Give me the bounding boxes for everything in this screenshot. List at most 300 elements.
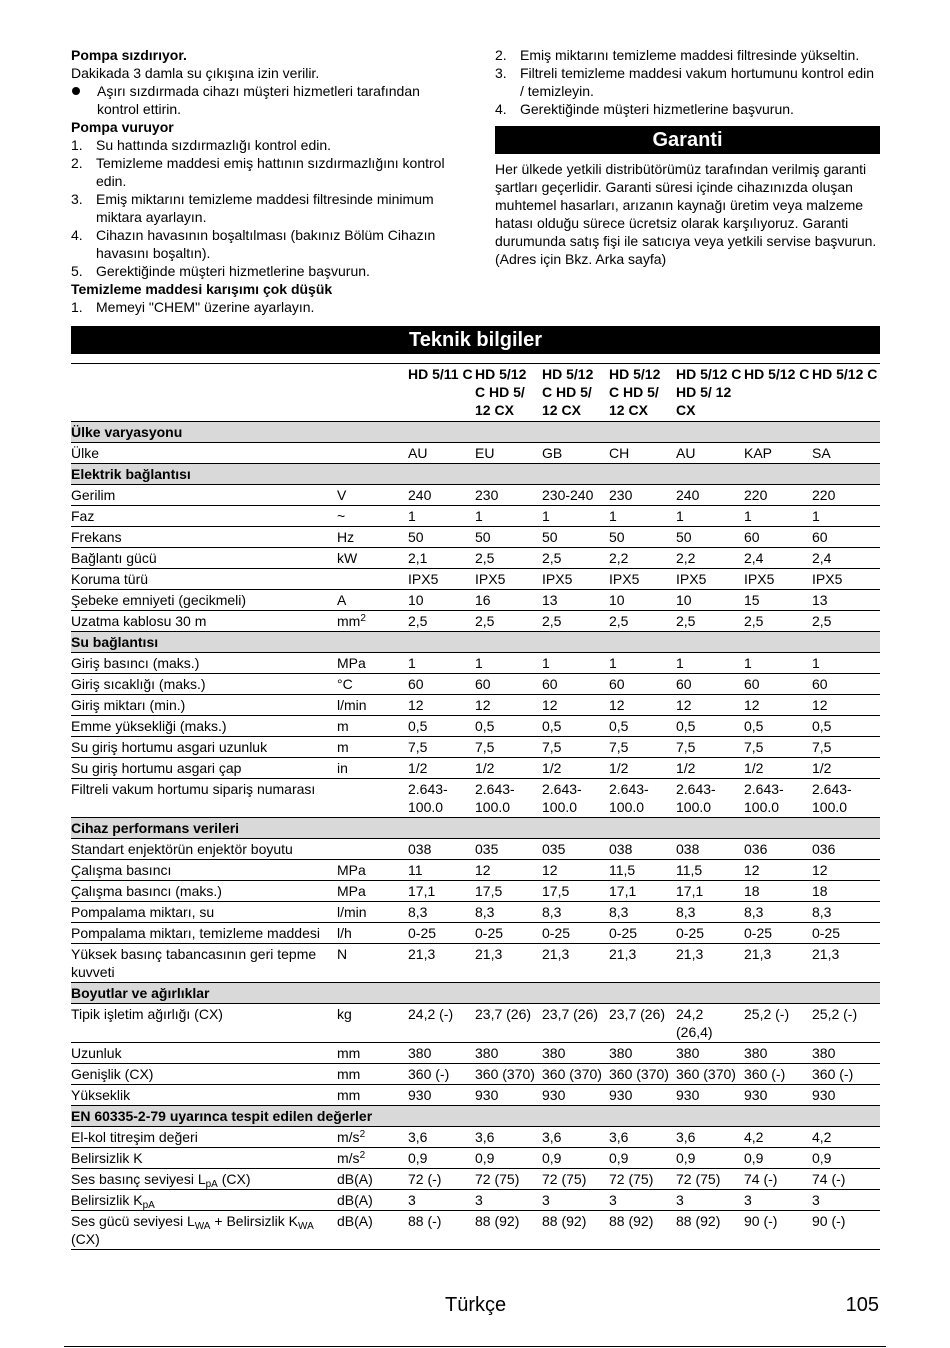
row-value: 13: [542, 590, 609, 611]
row-unit: [337, 590, 408, 611]
row-value: 2.643-100.0: [676, 779, 744, 818]
list-item-text: Cihazın havasının boşaltılması (bakınız Bölüm Cihazın havasını boşaltın).: [96, 227, 436, 261]
row-label: [71, 944, 337, 983]
row-value: 0-25: [542, 923, 609, 944]
row-value: 0,9: [676, 1148, 744, 1169]
row-value: 1: [542, 506, 609, 527]
row-value: 038: [609, 839, 676, 860]
row-value: 2,5: [542, 611, 609, 632]
row-unit-text: in: [337, 760, 348, 776]
table-row: [71, 548, 880, 569]
row-unit-text: dB(A): [337, 1213, 373, 1229]
row-label: [71, 1064, 337, 1085]
row-value: 17,5: [542, 881, 609, 902]
row-label: [71, 737, 337, 758]
row-value: 230-240: [542, 485, 609, 506]
row-value: 11: [408, 860, 475, 881]
list-item-text: Gerektiğinde müşteri hizmetlerine başvurun.: [520, 101, 794, 117]
row-unit: [337, 902, 408, 923]
heading-pump-knocking: Pompa vuruyor: [71, 119, 174, 135]
table-row: [71, 590, 880, 611]
row-value: 0,5: [676, 716, 744, 737]
table-row: [71, 902, 880, 923]
list-item-number: 2.: [495, 47, 507, 63]
row-unit: [337, 1190, 408, 1211]
list-item-text: Filtreli temizleme maddesi vakum hortumunu kontrol edin / temizleyin.: [520, 65, 875, 99]
row-value: 8,3: [676, 902, 744, 923]
row-unit: [337, 1043, 408, 1064]
row-value: IPX5: [676, 569, 744, 590]
row-value: IPX5: [609, 569, 676, 590]
table-row: [71, 758, 880, 779]
table-row: [71, 611, 880, 632]
list-item-text: Gerektiğinde müşteri hizmetlerine başvurun.: [96, 263, 370, 279]
row-label-subscript: WA: [194, 1221, 211, 1232]
row-value: 2,5: [408, 611, 475, 632]
row-unit-text: °C: [337, 676, 353, 692]
row-value: 360 (-): [812, 1064, 880, 1085]
row-value: 380: [609, 1043, 676, 1064]
row-value: 7,5: [744, 737, 812, 758]
list-item-number: 1.: [71, 137, 83, 153]
row-value: 0,9: [475, 1148, 542, 1169]
row-value: 2,5: [676, 611, 744, 632]
row-value: 50: [475, 527, 542, 548]
list-item: [71, 262, 461, 280]
row-value: 2,4: [812, 548, 880, 569]
row-value: 3: [744, 1190, 812, 1211]
row-unit: [337, 506, 408, 527]
row-label-text: Su giriş hortumu asgari çap: [71, 760, 242, 776]
list-item-text: Temizleme maddesi emiş hattının sızdırmazlığını kontrol edin.: [96, 155, 445, 189]
text-drops: Dakikada 3 damla su çıkışına izin verilir.: [71, 65, 320, 81]
list-item-number: 4.: [495, 101, 507, 117]
row-value: 8,3: [542, 902, 609, 923]
model-header: HD 5/12 C HD 5/ 12 CX: [676, 364, 744, 422]
row-unit-text: l/min: [337, 697, 367, 713]
row-value: 21,3: [408, 944, 475, 983]
row-unit-text: Hz: [337, 529, 355, 545]
row-value: 90 (-): [812, 1211, 880, 1250]
row-value: 1: [408, 506, 475, 527]
row-value: 380: [812, 1043, 880, 1064]
row-value: 0-25: [609, 923, 676, 944]
row-value: 0-25: [408, 923, 475, 944]
row-value: 10: [676, 590, 744, 611]
group-title: EN 60335-2-79 uyarınca tespit edilen değerler: [71, 1106, 880, 1127]
row-value: 88 (92): [676, 1211, 744, 1250]
row-value: 21,3: [609, 944, 676, 983]
row-label: [71, 611, 337, 632]
row-value: 12: [812, 860, 880, 881]
row-value: 12: [475, 860, 542, 881]
row-unit: [337, 1064, 408, 1085]
header-empty: [71, 364, 337, 422]
row-label: [71, 1190, 337, 1211]
row-value: 2.643-100.0: [408, 779, 475, 818]
row-value: AU: [676, 443, 744, 464]
row-value: 1: [609, 653, 676, 674]
row-value: 930: [676, 1085, 744, 1106]
group-row: [71, 1106, 880, 1127]
row-unit-text: MPa: [337, 655, 366, 671]
row-value: KAP: [744, 443, 812, 464]
list-item-text: Su hattında sızdırmazlığı kontrol edin.: [96, 137, 332, 153]
row-value: 1: [408, 653, 475, 674]
list-item-number: 2.: [71, 155, 83, 171]
row-unit-text: mm: [337, 1066, 361, 1082]
row-unit: [337, 860, 408, 881]
row-unit: [337, 443, 408, 464]
row-value: 3: [475, 1190, 542, 1211]
row-value: 230: [475, 485, 542, 506]
row-value: 930: [408, 1085, 475, 1106]
row-unit-superscript: 2: [360, 613, 366, 624]
row-value: 230: [609, 485, 676, 506]
row-unit-text: kg: [337, 1006, 352, 1022]
row-value: 360 (370): [609, 1064, 676, 1085]
row-value: 2,4: [744, 548, 812, 569]
table-row: [71, 1064, 880, 1085]
row-value: 72 (75): [609, 1169, 676, 1190]
row-label: [71, 716, 337, 737]
table-row: [71, 1148, 880, 1169]
row-unit-text: ~: [337, 508, 346, 524]
row-unit: [337, 653, 408, 674]
row-label-text: Giriş miktarı (min.): [71, 697, 186, 713]
table-row: [71, 1190, 880, 1211]
row-label: [71, 758, 337, 779]
row-value: 74 (-): [812, 1169, 880, 1190]
row-value: 930: [609, 1085, 676, 1106]
section-title-technical-data: Teknik bilgiler: [71, 326, 880, 354]
row-label: [71, 902, 337, 923]
row-value: 1: [542, 653, 609, 674]
row-unit-text: m: [337, 739, 349, 755]
list-item: [495, 46, 880, 64]
row-label-suffix: (CX): [71, 1231, 100, 1247]
row-value: 0-25: [676, 923, 744, 944]
row-label: [71, 1085, 337, 1106]
row-unit-text: MPa: [337, 862, 366, 878]
row-unit: [337, 839, 408, 860]
table-row: [71, 1169, 880, 1190]
row-unit: [337, 527, 408, 548]
bullet-text: Aşırı sızdırmada cihazı müşteri hizmetleri tarafından kontrol ettirin.: [97, 83, 420, 117]
row-label: [71, 1148, 337, 1169]
row-value: 12: [609, 695, 676, 716]
row-value: 380: [542, 1043, 609, 1064]
row-value: 3,6: [676, 1127, 744, 1148]
row-label-text: Pompalama miktarı, su: [71, 904, 215, 920]
row-unit: [337, 695, 408, 716]
row-value: 21,3: [676, 944, 744, 983]
row-value: 74 (-): [744, 1169, 812, 1190]
row-value: 88 (92): [609, 1211, 676, 1250]
row-value: 17,1: [676, 881, 744, 902]
row-label-text: Genişlik (CX): [71, 1066, 154, 1082]
group-title: Cihaz performans verileri: [71, 818, 880, 839]
table-row: [71, 695, 880, 716]
row-value: 2,2: [676, 548, 744, 569]
row-unit-text: l/min: [337, 904, 367, 920]
row-unit-text: N: [337, 946, 348, 962]
row-value: 72 (75): [676, 1169, 744, 1190]
row-value: 930: [542, 1085, 609, 1106]
row-value: 12: [812, 695, 880, 716]
row-value: 2,2: [609, 548, 676, 569]
row-value: 21,3: [475, 944, 542, 983]
row-unit: [337, 1127, 408, 1148]
row-value: 2.643-100.0: [542, 779, 609, 818]
row-unit-superscript: 2: [359, 1150, 366, 1161]
row-value: 2,5: [812, 611, 880, 632]
row-unit-text: dB(A): [337, 1192, 373, 1208]
row-value: 8,3: [609, 902, 676, 923]
row-value: IPX5: [542, 569, 609, 590]
row-value: 50: [408, 527, 475, 548]
row-label: [71, 1211, 337, 1250]
row-unit: [337, 1004, 408, 1043]
row-label-text: Tipik işletim ağırlığı (CX): [71, 1006, 223, 1022]
row-value: 4,2: [744, 1127, 812, 1148]
row-value: 1: [744, 653, 812, 674]
row-unit: [337, 548, 408, 569]
row-value: 24,2 (26,4): [676, 1004, 744, 1043]
row-value: 0,5: [744, 716, 812, 737]
row-value: 23,7 (26): [542, 1004, 609, 1043]
table-header-row: [71, 364, 880, 422]
row-value: 1/2: [812, 758, 880, 779]
row-value: 1: [609, 506, 676, 527]
row-value: 035: [475, 839, 542, 860]
row-value: 360 (370): [676, 1064, 744, 1085]
row-label-text: Ülke: [71, 445, 100, 461]
list-item-number: 4.: [71, 227, 83, 243]
list-detergent-continued: [495, 46, 880, 118]
row-value: 25,2 (-): [744, 1004, 812, 1043]
row-value: 16: [475, 590, 542, 611]
row-label-text: Çalışma basıncı (maks.): [71, 883, 222, 899]
row-value: 220: [744, 485, 812, 506]
row-value: 1: [475, 506, 542, 527]
group-row: [71, 422, 880, 443]
row-unit-superscript: 2: [359, 1129, 366, 1140]
row-label: [71, 923, 337, 944]
list-item-number: 5.: [71, 263, 83, 279]
row-value: 380: [475, 1043, 542, 1064]
row-label-text: Filtreli vakum hortumu sipariş numarası: [71, 781, 316, 797]
row-label: [71, 1127, 337, 1148]
row-value: 21,3: [542, 944, 609, 983]
row-value: 3: [609, 1190, 676, 1211]
table-row: [71, 1043, 880, 1064]
row-value: 1/2: [609, 758, 676, 779]
row-label-text: Giriş sıcaklığı (maks.): [71, 676, 206, 692]
row-value: 0,5: [542, 716, 609, 737]
footer-divider: [64, 1346, 886, 1347]
group-row: [71, 983, 880, 1004]
list-item: [71, 298, 461, 316]
row-unit: [337, 923, 408, 944]
row-value: 8,3: [812, 902, 880, 923]
row-label-text: Belirsizlik K: [71, 1192, 143, 1208]
row-unit-text: m/s: [337, 1129, 360, 1145]
row-label-text: Ses gücü seviyesi L: [71, 1213, 195, 1229]
row-value: 12: [408, 695, 475, 716]
row-label-text: Şebeke emniyeti (gecikmeli): [71, 592, 247, 608]
row-unit: [337, 737, 408, 758]
row-unit: [337, 1211, 408, 1250]
list-item-number: 3.: [495, 65, 507, 81]
row-unit: [337, 611, 408, 632]
row-value: 8,3: [475, 902, 542, 923]
group-row: [71, 818, 880, 839]
list-item: [495, 100, 880, 118]
row-value: 2.643-100.0: [744, 779, 812, 818]
table-row: [71, 485, 880, 506]
list-item: [71, 190, 461, 226]
row-value: 12: [676, 695, 744, 716]
group-row: [71, 464, 880, 485]
row-value: 360 (-): [408, 1064, 475, 1085]
row-value: 036: [744, 839, 812, 860]
row-value: 72 (75): [542, 1169, 609, 1190]
row-value: 72 (75): [475, 1169, 542, 1190]
list-item-text: Emiş miktarını temizleme maddesi filtresinde minimum miktara ayarlayın.: [96, 191, 434, 225]
row-label-subscript: WA: [298, 1221, 314, 1232]
table-row: [71, 737, 880, 758]
row-value: 036: [812, 839, 880, 860]
row-value: IPX5: [408, 569, 475, 590]
section-title-warranty: Garanti: [495, 126, 880, 154]
row-value: 0,5: [408, 716, 475, 737]
row-unit-text: dB(A): [337, 1171, 373, 1187]
left-column: [71, 46, 461, 316]
row-value: 7,5: [408, 737, 475, 758]
row-value: 360 (-): [744, 1064, 812, 1085]
row-unit-text: m: [337, 718, 349, 734]
row-value: 0-25: [812, 923, 880, 944]
list-item: [71, 154, 461, 190]
row-value: GB: [542, 443, 609, 464]
row-value: 11,5: [676, 860, 744, 881]
row-value: 4,2: [812, 1127, 880, 1148]
row-value: 21,3: [812, 944, 880, 983]
row-unit: [337, 716, 408, 737]
row-value: 60: [676, 674, 744, 695]
row-value: 7,5: [812, 737, 880, 758]
row-label: [71, 527, 337, 548]
row-label-text: Belirsizlik K: [71, 1150, 143, 1166]
page-number: 105: [845, 1294, 879, 1316]
row-value: 240: [676, 485, 744, 506]
row-label-text: Çalışma basıncı: [71, 862, 172, 878]
row-value: 220: [812, 485, 880, 506]
row-label: [71, 695, 337, 716]
table-row: [71, 506, 880, 527]
row-label: [71, 1169, 337, 1190]
model-header: HD 5/12 C HD 5/ 12 CX: [542, 364, 609, 422]
table-row: [71, 527, 880, 548]
row-value: 930: [475, 1085, 542, 1106]
row-value: 72 (-): [408, 1169, 475, 1190]
row-label-text: El-kol titreşim değeri: [71, 1129, 198, 1145]
row-value: 0,9: [542, 1148, 609, 1169]
row-value: 8,3: [408, 902, 475, 923]
table-row: [71, 569, 880, 590]
row-label-text: Ses basınç seviyesi L: [71, 1171, 206, 1187]
table-row: [71, 716, 880, 737]
row-value: 035: [542, 839, 609, 860]
list-item: [71, 136, 461, 154]
row-value: 13: [812, 590, 880, 611]
model-header: HD 5/12 C: [744, 364, 812, 422]
list-pump-knocking: [71, 136, 461, 280]
row-unit-text: m/s: [337, 1150, 360, 1166]
row-value: 60: [744, 674, 812, 695]
row-label-suffix: (CX): [217, 1171, 251, 1187]
row-label-text: Giriş basıncı (maks.): [71, 655, 200, 671]
row-value: 7,5: [475, 737, 542, 758]
model-header: HD 5/11 C: [408, 364, 475, 422]
row-value: 12: [542, 860, 609, 881]
row-value: 2,5: [475, 548, 542, 569]
row-label-text: Bağlantı gücü: [71, 550, 157, 566]
row-label-text: Pompalama miktarı, temizleme maddesi: [71, 925, 320, 941]
row-label-suffix: + Belirsizlik K: [210, 1213, 299, 1229]
row-value: 2,5: [475, 611, 542, 632]
row-label: [71, 674, 337, 695]
row-label-text: Frekans: [71, 529, 122, 545]
row-value: 930: [812, 1085, 880, 1106]
header-unit-empty: [337, 364, 408, 422]
row-value: 1/2: [542, 758, 609, 779]
row-label: [71, 1004, 337, 1043]
table-row: [71, 779, 880, 818]
row-value: 2.643-100.0: [812, 779, 880, 818]
row-label: [71, 485, 337, 506]
row-value: 1: [475, 653, 542, 674]
row-unit: [337, 881, 408, 902]
row-label-text: Uzatma kablosu 30 m: [71, 613, 207, 629]
row-value: 8,3: [744, 902, 812, 923]
row-value: 50: [542, 527, 609, 548]
row-label: [71, 548, 337, 569]
row-value: 60: [408, 674, 475, 695]
row-value: 7,5: [676, 737, 744, 758]
row-value: 1: [676, 506, 744, 527]
row-unit-text: kW: [337, 550, 358, 566]
row-value: 1/2: [676, 758, 744, 779]
row-value: 3: [408, 1190, 475, 1211]
bullet-item: [71, 82, 461, 118]
heading-detergent-low: Temizleme maddesi karışımı çok düşük: [71, 281, 333, 297]
row-value: 1/2: [744, 758, 812, 779]
row-value: 0,5: [609, 716, 676, 737]
row-label: [71, 590, 337, 611]
technical-data-table: [71, 363, 880, 1250]
row-value: CH: [609, 443, 676, 464]
row-label-text: Standart enjektörün enjektör boyutu: [71, 841, 293, 857]
row-value: IPX5: [812, 569, 880, 590]
group-title: Ülke varyasyonu: [71, 422, 880, 443]
row-value: 50: [676, 527, 744, 548]
row-value: 1: [744, 506, 812, 527]
table-row: [71, 1127, 880, 1148]
row-value: 23,7 (26): [475, 1004, 542, 1043]
row-value: 0,9: [812, 1148, 880, 1169]
